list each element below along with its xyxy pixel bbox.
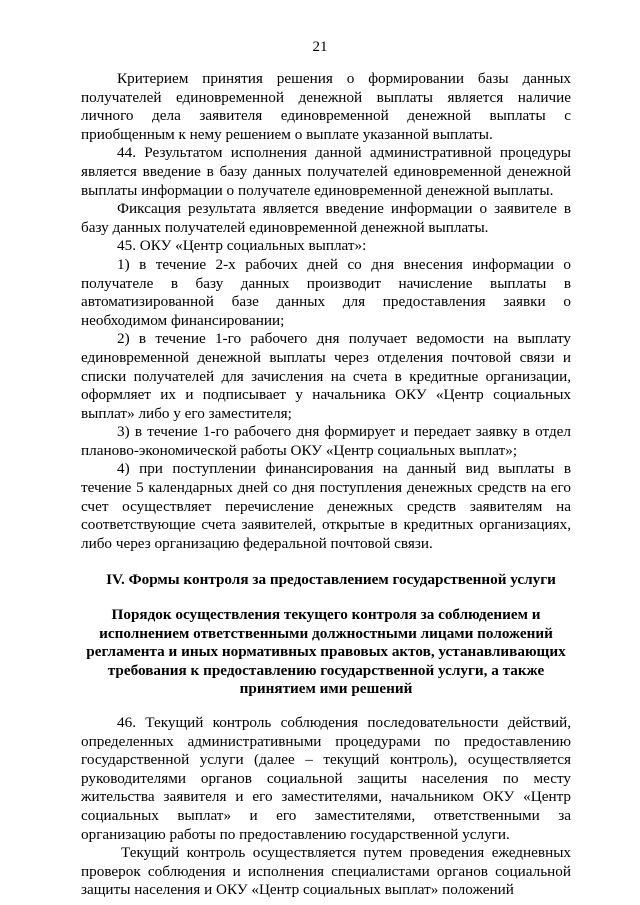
section-heading: IV. Формы контроля за предоставлением государственной услуги	[106, 571, 556, 589]
paragraph: Критерием принятия решения о формировании базы данных получателей единовременной денежной выплаты является наличие личного дела заявителя единовременной денежной выплаты с приобщенным к нему решением о выплате указанной выплаты.	[81, 70, 571, 143]
paragraph: 4) при поступлении финансирования на данный вид выплаты в течение 5 календарных дней со дня поступления денежных средств на его счет осуществляет перечисление денежных средств заявителям на соответствующие счета заявителей, открытые в кредитных организациях, либо через организацию федеральной почтовой связи.	[81, 460, 571, 552]
subsection-heading	[81, 606, 571, 699]
subsection-heading-line: регламента и иных нормативных правовых актов, устанавливающих	[86, 643, 566, 661]
paragraph: 3) в течение 1-го рабочего дня формирует и передает заявку в отдел планово-экономической работы ОКУ «Центр социальных выплат»;	[81, 423, 571, 459]
page-number: 21	[312, 39, 328, 55]
paragraph: 1) в течение 2-х рабочих дней со дня внесения информации о получателе в базу данных производит начисление выплаты в автоматизированной базе данных для предоставления заявки о необходимом финансировании;	[81, 255, 571, 329]
subsection-heading-line: принятием ими решений	[239, 680, 413, 698]
subsection-heading-line: Порядок осуществления текущего контроля за соблюдением и	[111, 606, 541, 624]
paragraph: 46. Текущий контроль соблюдения последовательности действий, определенных административными процедурами по предоставлению государственной услуги (далее – текущий контроль), осуществляется руководителями органов социальной защиты населения по месту жительства заявителя и его заместителями, начальником ОКУ «Центр социальных выплат» и его заместителями, ответственными за организацию работы по предоставлению государственной услуги.	[81, 714, 571, 843]
document-body	[81, 70, 571, 900]
paragraph: Фиксация результата является введение информации о заявителе в базу данных получателей единовременной денежной выплаты.	[81, 200, 571, 236]
paragraph: 45. ОКУ «Центр социальных выплат»:	[117, 237, 367, 255]
paragraph: 44. Результатом исполнения данной административной процедуры является введение в базу данных получателей единовременной денежной выплаты информации о получателе единовременной денежной выплаты.	[81, 144, 571, 199]
paragraph: Текущий контроль осуществляется путем проведения ежедневных проверок соблюдения и исполнения специалистами органов социальной защиты населения и ОКУ «Центр социальных выплат» положений	[81, 844, 571, 899]
paragraph: 2) в течение 1-го рабочего дня получает ведомости на выплату единовременной денежной выплаты через отделения почтовой связи и списки получателей для зачисления на счета в кредитные организации, оформляет их и подписывает у начальника ОКУ «Центр социальных выплат» либо у его заместителя;	[81, 330, 571, 422]
subsection-heading-line: исполнением ответственными должностными лицами положений	[99, 624, 553, 642]
subsection-heading-line: требования к предоставлению государственной услуги, а также	[107, 661, 545, 679]
